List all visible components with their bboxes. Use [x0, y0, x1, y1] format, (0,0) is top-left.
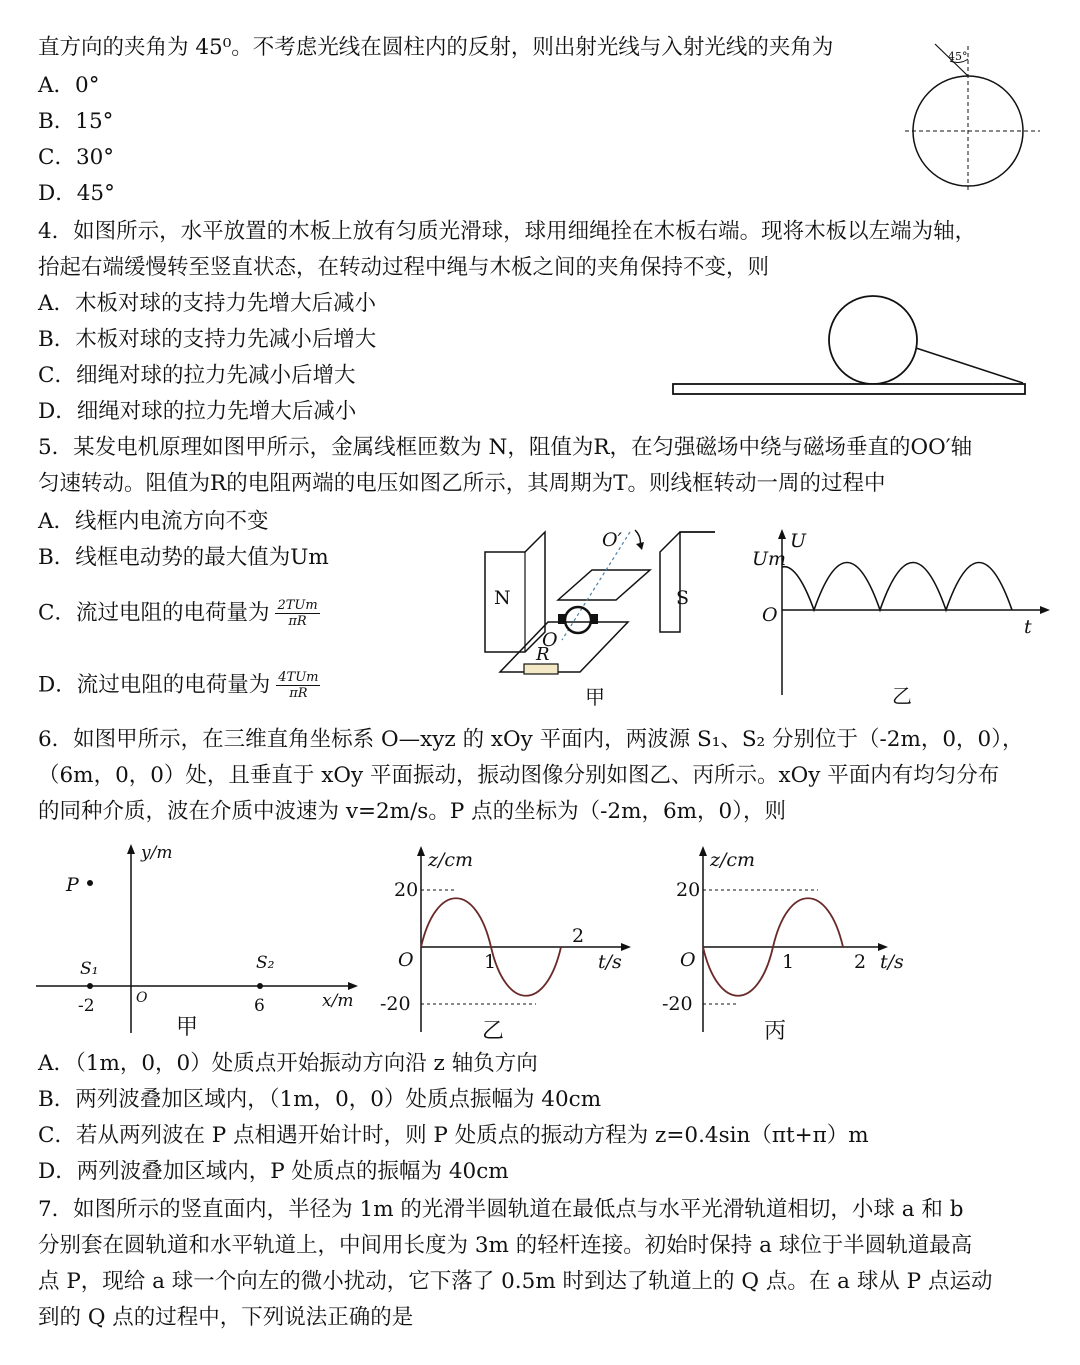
- q6-stem-line-1: 6．如图甲所示，在三维直角坐标系 O—xyz 的 xOy 平面内，两波源 S₁、S₂ 分别位于（-2m，0，0），: [38, 727, 1024, 752]
- q4-stem-line-1: 4．如图所示，水平放置的木板上放有匀质光滑球，球用细绳拴在木板右端。现将木板以左端为轴，: [38, 219, 977, 244]
- q6-tick-neg2: -2: [78, 996, 95, 1016]
- q6-option-a: A．（1m，0，0）处质点开始振动方向沿 z 轴负方向: [38, 1051, 538, 1076]
- q6-caption-yi: 乙: [482, 1019, 505, 1042]
- q6-label-s1: S₁: [80, 959, 99, 979]
- q6-bing-tick-1: 1: [782, 951, 795, 973]
- q6-caption-jia: 甲: [176, 1015, 199, 1040]
- q5-option-c-numerator: 2TUm: [277, 598, 318, 613]
- q6-yi-tick-1: 1: [484, 951, 497, 973]
- q5-option-d-fraction: [276, 670, 320, 701]
- q5-option-a: A．线框内电流方向不变: [38, 509, 269, 534]
- q6-option-d: D．两列波叠加区域内，P 处质点的振幅为 40cm: [38, 1159, 509, 1184]
- q4-option-a: A．木板对球的支持力先增大后减小: [38, 291, 377, 316]
- q5-caption-yi: 乙: [892, 684, 912, 708]
- q5-label-t: t: [1024, 616, 1032, 638]
- q6-yi-tick-20: 20: [394, 879, 419, 901]
- q6-vibration-graph-yi: [376, 842, 646, 1042]
- q5-label-origin: O: [762, 604, 778, 626]
- q5-option-d-denominator: πR: [289, 686, 308, 701]
- q6-label-s2: S₂: [256, 953, 275, 973]
- q4-option-b: B．木板对球的支持力先减小后增大: [38, 327, 377, 352]
- q5-voltage-graph: [752, 525, 1052, 715]
- q6-bing-tick-2: 2: [854, 951, 867, 973]
- q6-stem-line-2: （6m，0，0）处，且垂直于 xOy 平面振动，振动图像分别如图乙、丙所示。xOy 平面内有均匀分布: [38, 763, 1000, 788]
- q5-option-d: [38, 670, 320, 701]
- q3-option-b: B．15°: [38, 109, 114, 134]
- q5-generator-figure: [480, 522, 725, 712]
- q5-label-s: S: [676, 587, 690, 609]
- q6-bing-origin: O: [680, 949, 696, 971]
- q7-stem-line-4: 到的 Q 点的过程中，下列说法正确的是: [38, 1305, 414, 1330]
- q6-yi-label-t: t/s: [598, 951, 622, 973]
- q5-rectified-sine: [782, 563, 1012, 611]
- q6-bing-label-z: z/cm: [710, 849, 756, 871]
- q5-option-c-fraction: [275, 598, 319, 629]
- q5-option-d-text: D．流过电阻的电荷量为: [38, 672, 271, 698]
- q5-option-c-text: C．流过电阻的电荷量为: [38, 600, 270, 626]
- q6-yi-tick-2: 2: [572, 925, 585, 947]
- q5-label-o: O: [542, 629, 558, 651]
- q3-angle-label: 45°: [948, 50, 968, 63]
- q7-stem-line-2: 分别套在圆轨道和水平轨道上，中间用长度为 3m 的轻杆连接。初始时保持 a 球位于半圆轨道最高: [38, 1233, 973, 1258]
- q5-label-r: R: [536, 644, 550, 665]
- q5-option-c-denominator: πR: [288, 614, 307, 629]
- q3-option-d: D．45°: [38, 181, 115, 206]
- q6-bing-label-t: t/s: [880, 951, 904, 973]
- q7-stem-line-1: 7．如图所示的竖直面内，半径为 1m 的光滑半圆轨道在最低点与水平光滑轨道相切，小球 a 和 b: [38, 1197, 964, 1222]
- q4-board: [673, 384, 1025, 394]
- q6-vibration-graph-bing: [658, 842, 918, 1042]
- q3-option-a: A．0°: [38, 73, 100, 98]
- q4-rope: [916, 348, 1023, 383]
- q5-stem-line-1: 5．某发电机原理如图甲所示，金属线框匝数为 N，阻值为R，在匀强磁场中绕与磁场垂直的OO′轴: [38, 435, 973, 460]
- q6-point-p: [87, 880, 93, 886]
- q6-yi-origin: O: [398, 949, 414, 971]
- q5-label-um: Um: [752, 548, 787, 570]
- q5-slip-ring: [565, 607, 591, 633]
- q5-label-n: N: [494, 587, 511, 609]
- q5-caption-jia: 甲: [585, 685, 605, 709]
- q6-bing-tick-20: 20: [676, 879, 701, 901]
- q6-yi-tick-neg20: -20: [380, 993, 411, 1015]
- q6-bing-tick-neg20: -20: [662, 993, 693, 1015]
- q4-option-c: C．细绳对球的拉力先减小后增大: [38, 363, 356, 388]
- q4-ball: [829, 296, 917, 384]
- q5-stem-line-2: 匀速转动。阻值为R的电阻两端的电压如图乙所示，其周期为T。则线框转动一周的过程中: [38, 471, 886, 496]
- q6-yi-label-z: z/cm: [428, 849, 474, 871]
- q6-label-p: P: [66, 874, 79, 896]
- q4-option-d: D．细绳对球的拉力先增大后减小: [38, 399, 357, 424]
- q6-label-origin: O: [136, 990, 148, 1006]
- q4-stem-line-2: 抬起右端缓慢转至竖直状态，在转动过程中绳与木板之间的夹角保持不变，则: [38, 255, 770, 280]
- q5-option-d-numerator: 4TUm: [278, 670, 319, 685]
- q5-coil: [558, 570, 650, 600]
- q5-base: [500, 622, 628, 672]
- q6-coordinate-figure: [36, 838, 366, 1043]
- q6-label-y: y/m: [141, 843, 173, 863]
- q3-cylinder-figure: [900, 36, 1050, 196]
- q6-label-x: x/m: [322, 991, 354, 1011]
- q6-caption-bing: 丙: [764, 1019, 787, 1042]
- q4-board-ball-figure: [668, 288, 1033, 403]
- q6-source-s2: [257, 983, 263, 989]
- q6-tick-6: 6: [254, 996, 265, 1016]
- q5-label-o-prime: O′: [602, 529, 622, 551]
- q7-stem-line-3: 点 P，现给 a 球一个向左的微小扰动，它下落了 0.5m 时到达了轨道上的 Q 点。在 a 球从 P 点运动: [38, 1269, 993, 1294]
- q5-label-u: U: [790, 530, 807, 552]
- q3-stem-line: 直方向的夹角为 45⁰。不考虑光线在圆柱内的反射，则出射光线与入射光线的夹角为: [38, 35, 834, 60]
- q5-magnet-s: [660, 532, 715, 632]
- q5-resistor: [524, 664, 558, 674]
- q6-option-c: C．若从两列波在 P 点相遇开始计时，则 P 处质点的振动方程为 z=0.4sin（πt+π）m: [38, 1123, 869, 1148]
- q3-option-c: C．30°: [38, 145, 115, 170]
- q5-option-c: [38, 598, 320, 629]
- q5-option-b: B．线框电动势的最大值为Um: [38, 545, 329, 570]
- q6-option-b: B．两列波叠加区域内，（1m，0，0）处质点振幅为 40cm: [38, 1087, 602, 1112]
- q6-source-s1: [87, 983, 93, 989]
- q6-stem-line-3: 的同种介质，波在介质中波速为 v=2m/s。P 点的坐标为（-2m，6m，0），则: [38, 799, 786, 824]
